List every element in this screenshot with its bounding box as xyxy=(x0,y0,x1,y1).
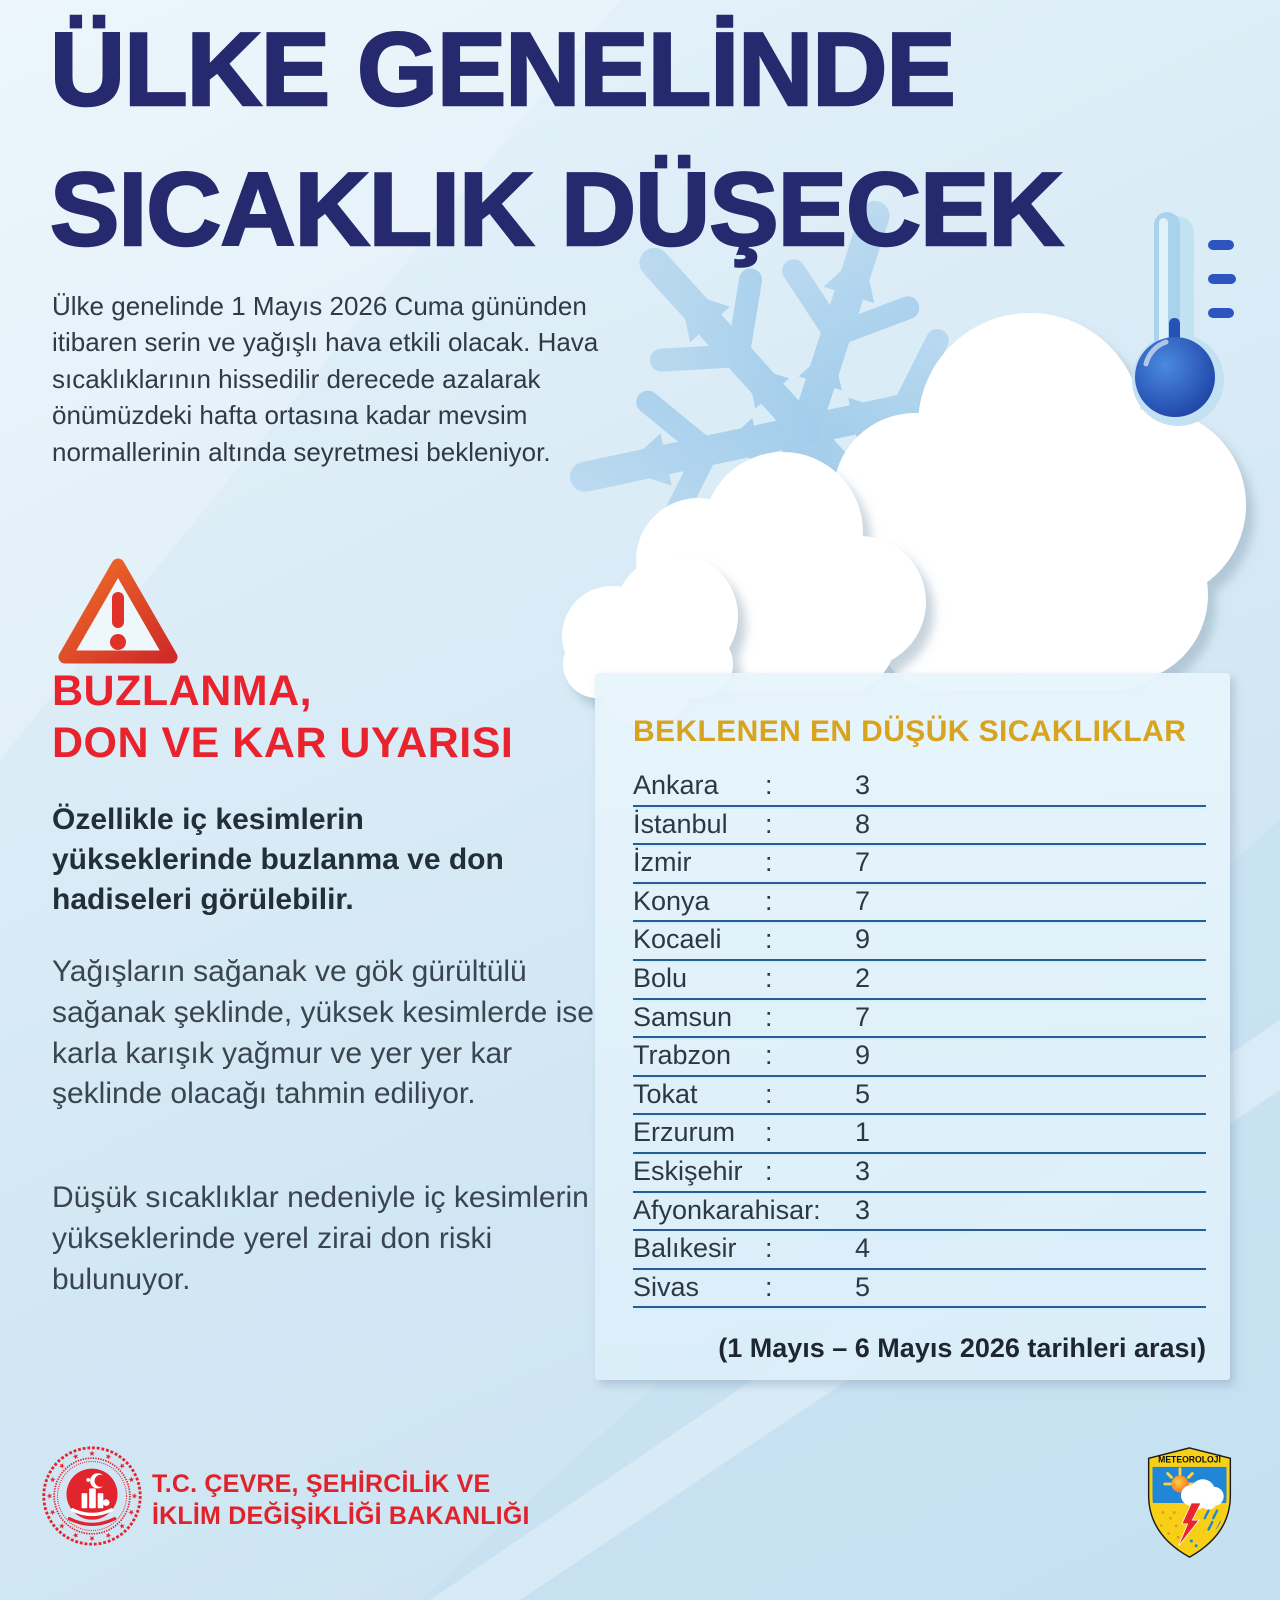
temp-value: 9 xyxy=(855,924,871,955)
colon-separator: : xyxy=(765,847,773,878)
svg-text:★: ★ xyxy=(56,1460,68,1472)
city-name: Afyonkarahisar xyxy=(633,1194,814,1225)
table-row xyxy=(633,1077,1206,1116)
colon-separator: : xyxy=(765,1117,773,1148)
colon-separator: : xyxy=(765,1078,773,1109)
city-name: Erzurum xyxy=(633,1117,736,1148)
table-row xyxy=(633,961,1206,1000)
warning-bold-text: Özellikle iç kesimlerin yükseklerinde buzlanma ve don hadiseleri görülebilir. xyxy=(52,803,504,916)
thermometer-icon xyxy=(1132,212,1236,426)
city-name: Eskişehir xyxy=(633,1155,743,1186)
city-name: Tokat xyxy=(633,1078,698,1109)
date-range-note: (1 Mayıs – 6 Mayıs 2026 tarihleri arası) xyxy=(718,1333,1206,1363)
temp-value: 5 xyxy=(855,1271,871,1302)
colon-separator: : xyxy=(765,885,773,916)
svg-text:★: ★ xyxy=(88,1534,96,1544)
city-name: Bolu xyxy=(633,962,688,993)
table-row xyxy=(633,1000,1206,1039)
table-row xyxy=(633,845,1206,884)
temp-value: 7 xyxy=(855,885,871,916)
temperatures-title: BEKLENEN EN DÜŞÜK SICAKLIKLAR xyxy=(633,715,1187,748)
intro-paragraph: Ülke genelinde 1 Mayıs 2026 Cuma gününden itibaren serin ve yağışlı hava etkili olacak. Hava sıcaklıklarının hissedilir derecede azalarak önümüzdeki hafta ortasına kadar mevsim normallerinin altında seyretmesi bekleniyor. xyxy=(52,291,599,467)
temp-value: 9 xyxy=(855,1040,871,1071)
temp-value: 7 xyxy=(855,847,871,878)
table-row xyxy=(633,1231,1206,1270)
svg-text:★: ★ xyxy=(47,1474,59,1485)
colon-separator: : xyxy=(765,1271,773,1302)
colon-separator: : xyxy=(813,1194,821,1225)
table-row xyxy=(633,807,1206,846)
warning-heading-line2: DON VE KAR UYARISI xyxy=(52,718,514,767)
city-name: İzmir xyxy=(633,847,692,878)
svg-text:★: ★ xyxy=(116,1520,128,1532)
met-logo-label: METEOROLOJİ xyxy=(1158,1454,1221,1465)
table-row xyxy=(633,922,1206,961)
table-row xyxy=(633,1038,1206,1077)
svg-text:★: ★ xyxy=(103,1451,114,1463)
table-row xyxy=(633,884,1206,923)
colon-separator: : xyxy=(765,808,773,839)
temp-value: 1 xyxy=(855,1117,871,1148)
temp-value: 3 xyxy=(855,1155,871,1186)
table-row xyxy=(633,1270,1206,1309)
temp-value: 7 xyxy=(855,1001,871,1032)
city-name: Ankara xyxy=(633,770,719,800)
warning-heading xyxy=(52,666,513,769)
svg-text:★: ★ xyxy=(103,1529,114,1541)
colon-separator: : xyxy=(765,1040,773,1071)
temps-rows xyxy=(633,768,1206,1308)
warning-heading-line1: BUZLANMA, xyxy=(52,667,313,715)
city-name: Samsun xyxy=(633,1001,733,1032)
svg-text:★: ★ xyxy=(88,1448,96,1458)
city-name: Balıkesir xyxy=(633,1233,737,1264)
city-name: Kocaeli xyxy=(633,924,722,955)
svg-text:★: ★ xyxy=(44,1492,54,1500)
page-title-line1: ÜLKE GENELİNDE xyxy=(50,12,955,128)
meteorology-shield-icon xyxy=(1142,1446,1237,1560)
table-row xyxy=(633,1193,1206,1232)
svg-text:★: ★ xyxy=(130,1492,140,1500)
city-name: Sivas xyxy=(633,1271,700,1302)
svg-text:★: ★ xyxy=(116,1460,128,1472)
colon-separator: : xyxy=(765,1001,773,1032)
ministry-name-line1: T.C. ÇEVRE, ŞEHİRCİLİK VE xyxy=(152,1470,491,1498)
temp-value: 2 xyxy=(855,962,871,993)
temp-value: 8 xyxy=(855,808,871,839)
table-row xyxy=(633,768,1206,807)
ministry-name-line2: İKLİM DEĞİŞİKLİĞİ BAKANLIĞI xyxy=(152,1502,530,1530)
page-title-line2: SICAKLIK DÜŞECEK xyxy=(50,152,1063,268)
ministry-emblem-icon xyxy=(40,1444,144,1548)
svg-text:★: ★ xyxy=(125,1507,137,1518)
temp-value: 4 xyxy=(855,1233,871,1264)
svg-text:★: ★ xyxy=(70,1451,81,1463)
warning-triangle-icon xyxy=(56,556,180,666)
colon-separator: : xyxy=(765,962,773,993)
city-name: Trabzon xyxy=(633,1040,732,1071)
svg-text:★: ★ xyxy=(47,1507,59,1518)
colon-separator: : xyxy=(765,1155,773,1186)
table-row xyxy=(633,1115,1206,1154)
temp-value: 5 xyxy=(855,1078,871,1109)
ministry-name xyxy=(152,1468,530,1532)
svg-text:★: ★ xyxy=(56,1520,68,1532)
city-name: Konya xyxy=(633,885,710,916)
table-row xyxy=(633,1154,1206,1193)
svg-text:★: ★ xyxy=(70,1529,81,1541)
colon-separator: : xyxy=(765,770,773,800)
warning-paragraph-2: Yağışların sağanak ve gök gürültülü sağanak şeklinde, yüksek kesimlerde ise karla karışık yağmur ve yer yer kar şeklinde olacağı tahmin ediliyor. xyxy=(52,955,594,1111)
temp-value: 3 xyxy=(855,770,871,800)
temp-value: 3 xyxy=(855,1194,871,1225)
warning-paragraph-3: Düşük sıcaklıklar nedeniyle iç kesimlerin yükseklerinde yerel zirai don riski bulunuyor. xyxy=(52,1181,589,1296)
colon-separator: : xyxy=(765,924,773,955)
colon-separator: : xyxy=(765,1233,773,1264)
svg-text:★: ★ xyxy=(125,1474,137,1485)
temperatures-panel xyxy=(595,673,1230,1380)
city-name: İstanbul xyxy=(633,808,728,839)
